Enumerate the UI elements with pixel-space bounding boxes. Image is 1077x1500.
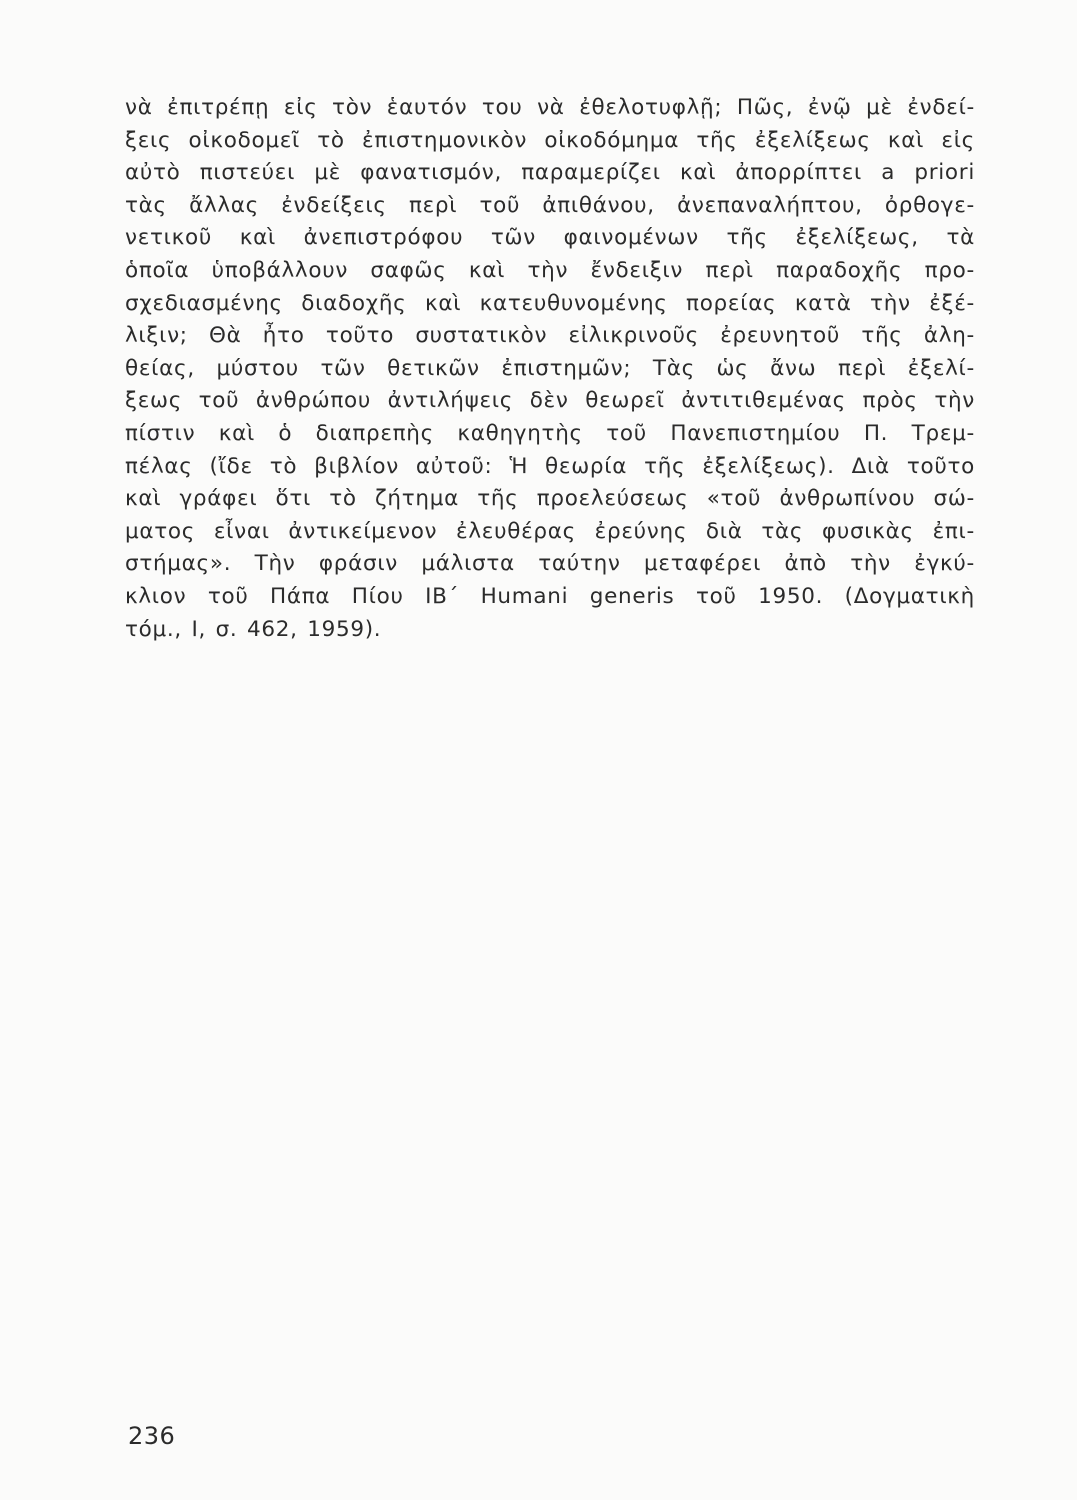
text-line: νὰ ἐπιτρέπῃ εἰς τὸν ἑαυτόν του νὰ ἐθελοτυφλῇ; Πῶς, ἐνῷ μὲ ἐνδεί-: [125, 95, 975, 120]
text-line: τόμ., Ι, σ. 462, 1959).: [125, 616, 382, 642]
text-line: πέλας (ἴδε τὸ βιβλίον αὐτοῦ: Ἡ θεωρία τῆς ἐξελίξεως). Διὰ τοῦτο: [125, 453, 975, 479]
text-line: αὐτὸ πιστεύει μὲ φανατισμόν, παραμερίζει καὶ ἀπορρίπτει a priori: [125, 160, 975, 186]
text-line: ὁποῖα ὑποβάλλουν σαφῶς καὶ τὴν ἔνδειξιν περὶ παραδοχῆς προ-: [125, 257, 975, 283]
text-line: ξεως τοῦ ἀνθρώπου ἀντιλήψεις δὲν θεωρεῖ ἀντιτιθεμένας πρὸς τὴν: [125, 388, 975, 414]
text-line: ματος εἶναι ἀντικείμενον ἐλευθέρας ἐρεύνης διὰ τὰς φυσικὰς ἐπι-: [125, 518, 975, 544]
text-line: λιξιν; Θὰ ἦτο τοῦτο συστατικὸν εἰλικρινοῦς ἐρευνητοῦ τῆς ἀλη-: [125, 323, 975, 349]
text-line: πίστιν καὶ ὁ διαπρεπὴς καθηγητὴς τοῦ Πανεπιστημίου Π. Τρεμ-: [125, 420, 975, 446]
page-number: 236: [128, 1422, 176, 1450]
text-line: κλιον τοῦ Πάπα Πίου ΙΒ΄ Humani generis τοῦ 1950. (Δογματικὴ: [125, 583, 975, 609]
text-line: θείας, μύστου τῶν θετικῶν ἐπιστημῶν; Τὰς ὡς ἄνω περὶ ἐξελί-: [125, 355, 975, 381]
text-line: νετικοῦ καὶ ἀνεπιστρόφου τῶν φαινομένων τῆς ἐξελίξεως, τὰ: [125, 225, 975, 251]
text-line: ξεις οἰκοδομεῖ τὸ ἐπιστημονικὸν οἰκοδόμημα τῆς ἐξελίξεως καὶ εἰς: [125, 127, 975, 153]
text-line: σχεδιασμένης διαδοχῆς καὶ κατευθυνομένης πορείας κατὰ τὴν ἐξέ-: [125, 290, 975, 316]
text-line: στήμας». Τὴν φράσιν μάλιστα ταύτην μεταφέρει ἀπὸ τὴν ἐγκύ-: [125, 551, 975, 577]
text-line: καὶ γράφει ὅτι τὸ ζήτημα τῆς προελεύσεως «τοῦ ἀνθρωπίνου σώ-: [125, 486, 975, 512]
body-paragraph: [125, 92, 975, 646]
text-line: τὰς ἄλλας ἐνδείξεις περὶ τοῦ ἀπιθάνου, ἀνεπαναλήπτου, ὀρθογε-: [125, 192, 975, 218]
